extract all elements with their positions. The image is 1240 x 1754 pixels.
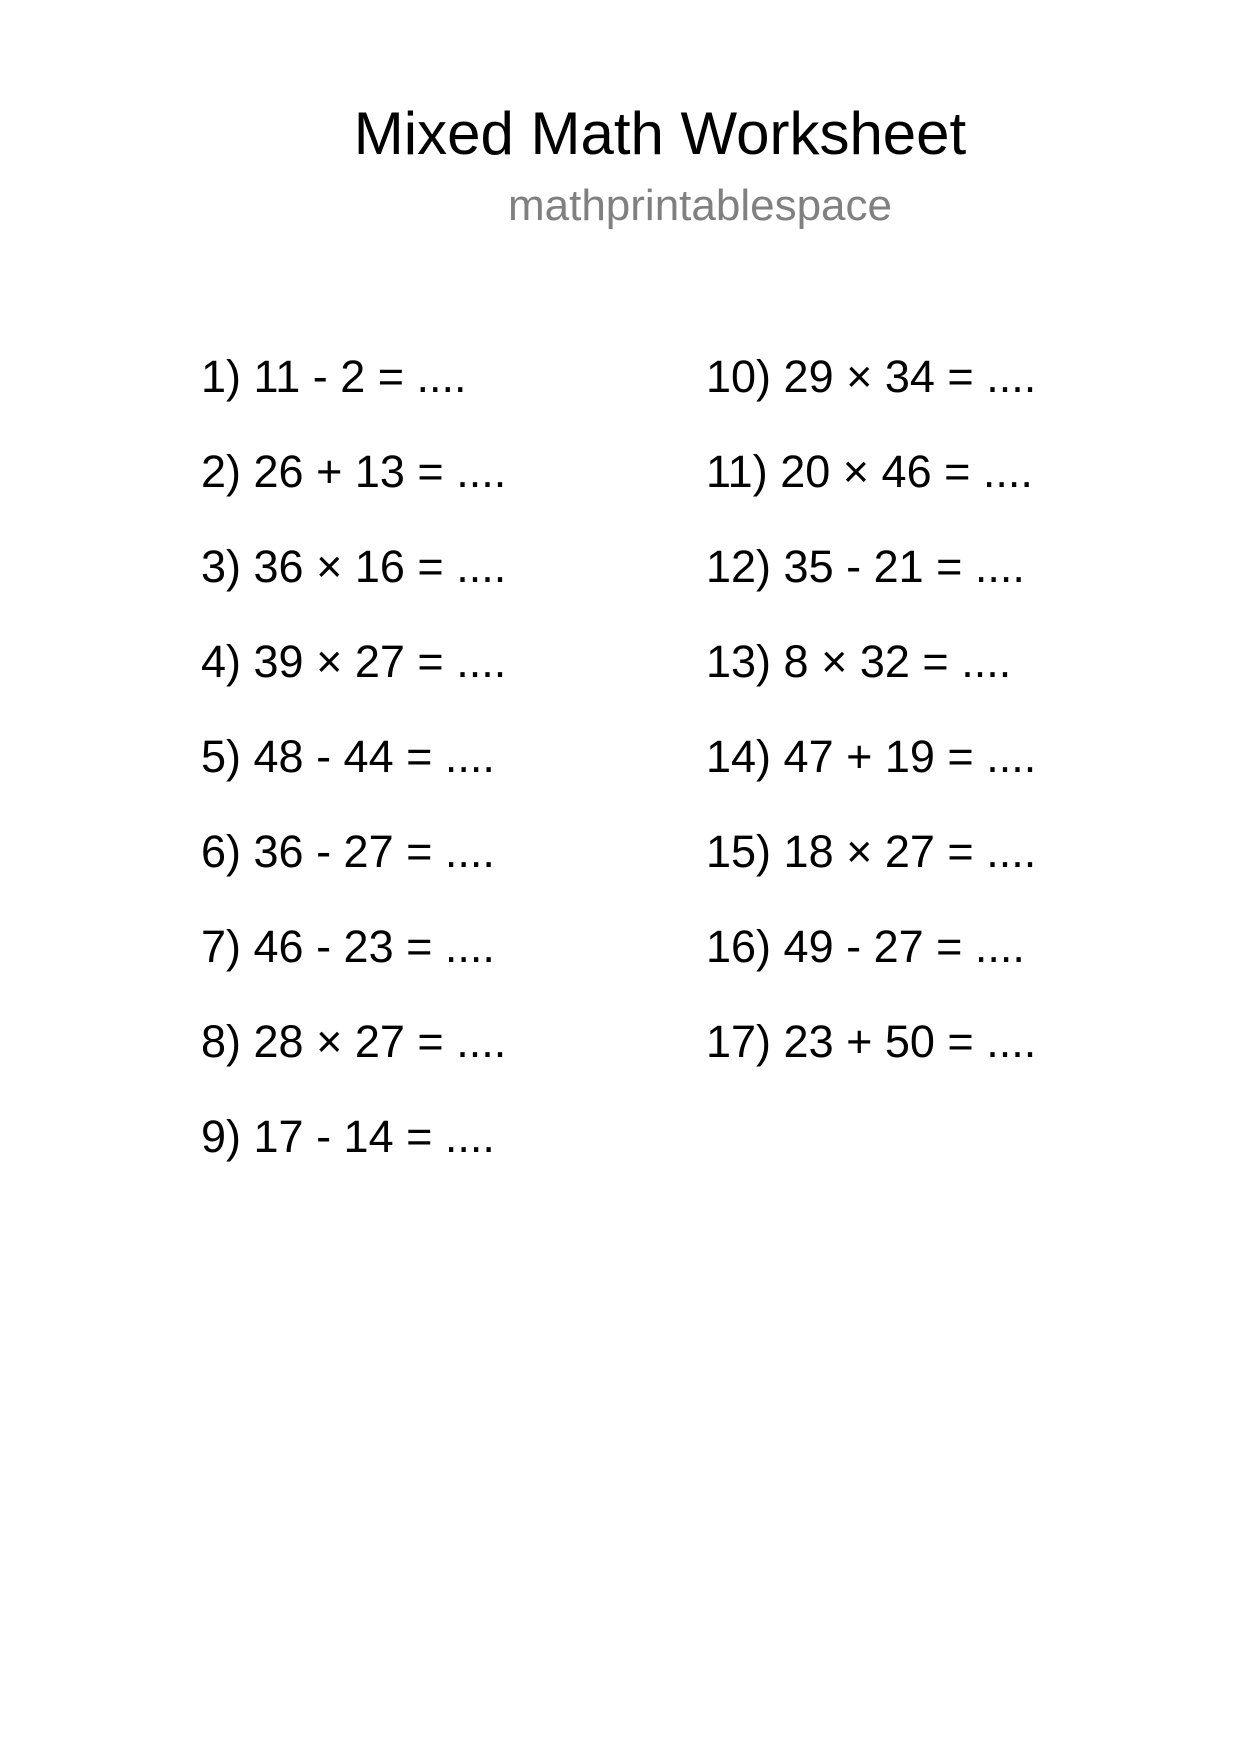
problem-item: 11) 20 × 46 = .... — [706, 446, 1033, 497]
problem-item: 7) 46 - 23 = .... — [201, 921, 495, 972]
problem-item: 4) 39 × 27 = .... — [201, 636, 507, 687]
worksheet-subtitle: mathprintablespace — [507, 181, 892, 230]
problem-item: 13) 8 × 32 = .... — [706, 636, 1012, 687]
problem-item: 15) 18 × 27 = .... — [706, 826, 1037, 877]
problem-column-right — [706, 350, 1036, 1110]
problem-item: 3) 36 × 16 = .... — [201, 541, 507, 592]
problem-item: 2) 26 + 13 = .... — [201, 446, 507, 497]
problem-item: 17) 23 + 50 = .... — [706, 1016, 1037, 1067]
problem-item: 5) 48 - 44 = .... — [201, 731, 495, 782]
problem-item: 8) 28 × 27 = .... — [201, 1016, 507, 1067]
problem-item: 1) 11 - 2 = .... — [201, 351, 467, 402]
problem-item: 14) 47 + 19 = .... — [706, 731, 1037, 782]
problem-item: 16) 49 - 27 = .... — [706, 921, 1025, 972]
problem-item: 6) 36 - 27 = .... — [201, 826, 495, 877]
problem-item: 10) 29 × 34 = .... — [706, 351, 1037, 402]
problem-item: 9) 17 - 14 = .... — [201, 1111, 495, 1162]
problem-column-left — [201, 350, 506, 1205]
problem-item: 12) 35 - 21 = .... — [706, 541, 1025, 592]
worksheet-title: Mixed Math Worksheet — [353, 100, 967, 167]
